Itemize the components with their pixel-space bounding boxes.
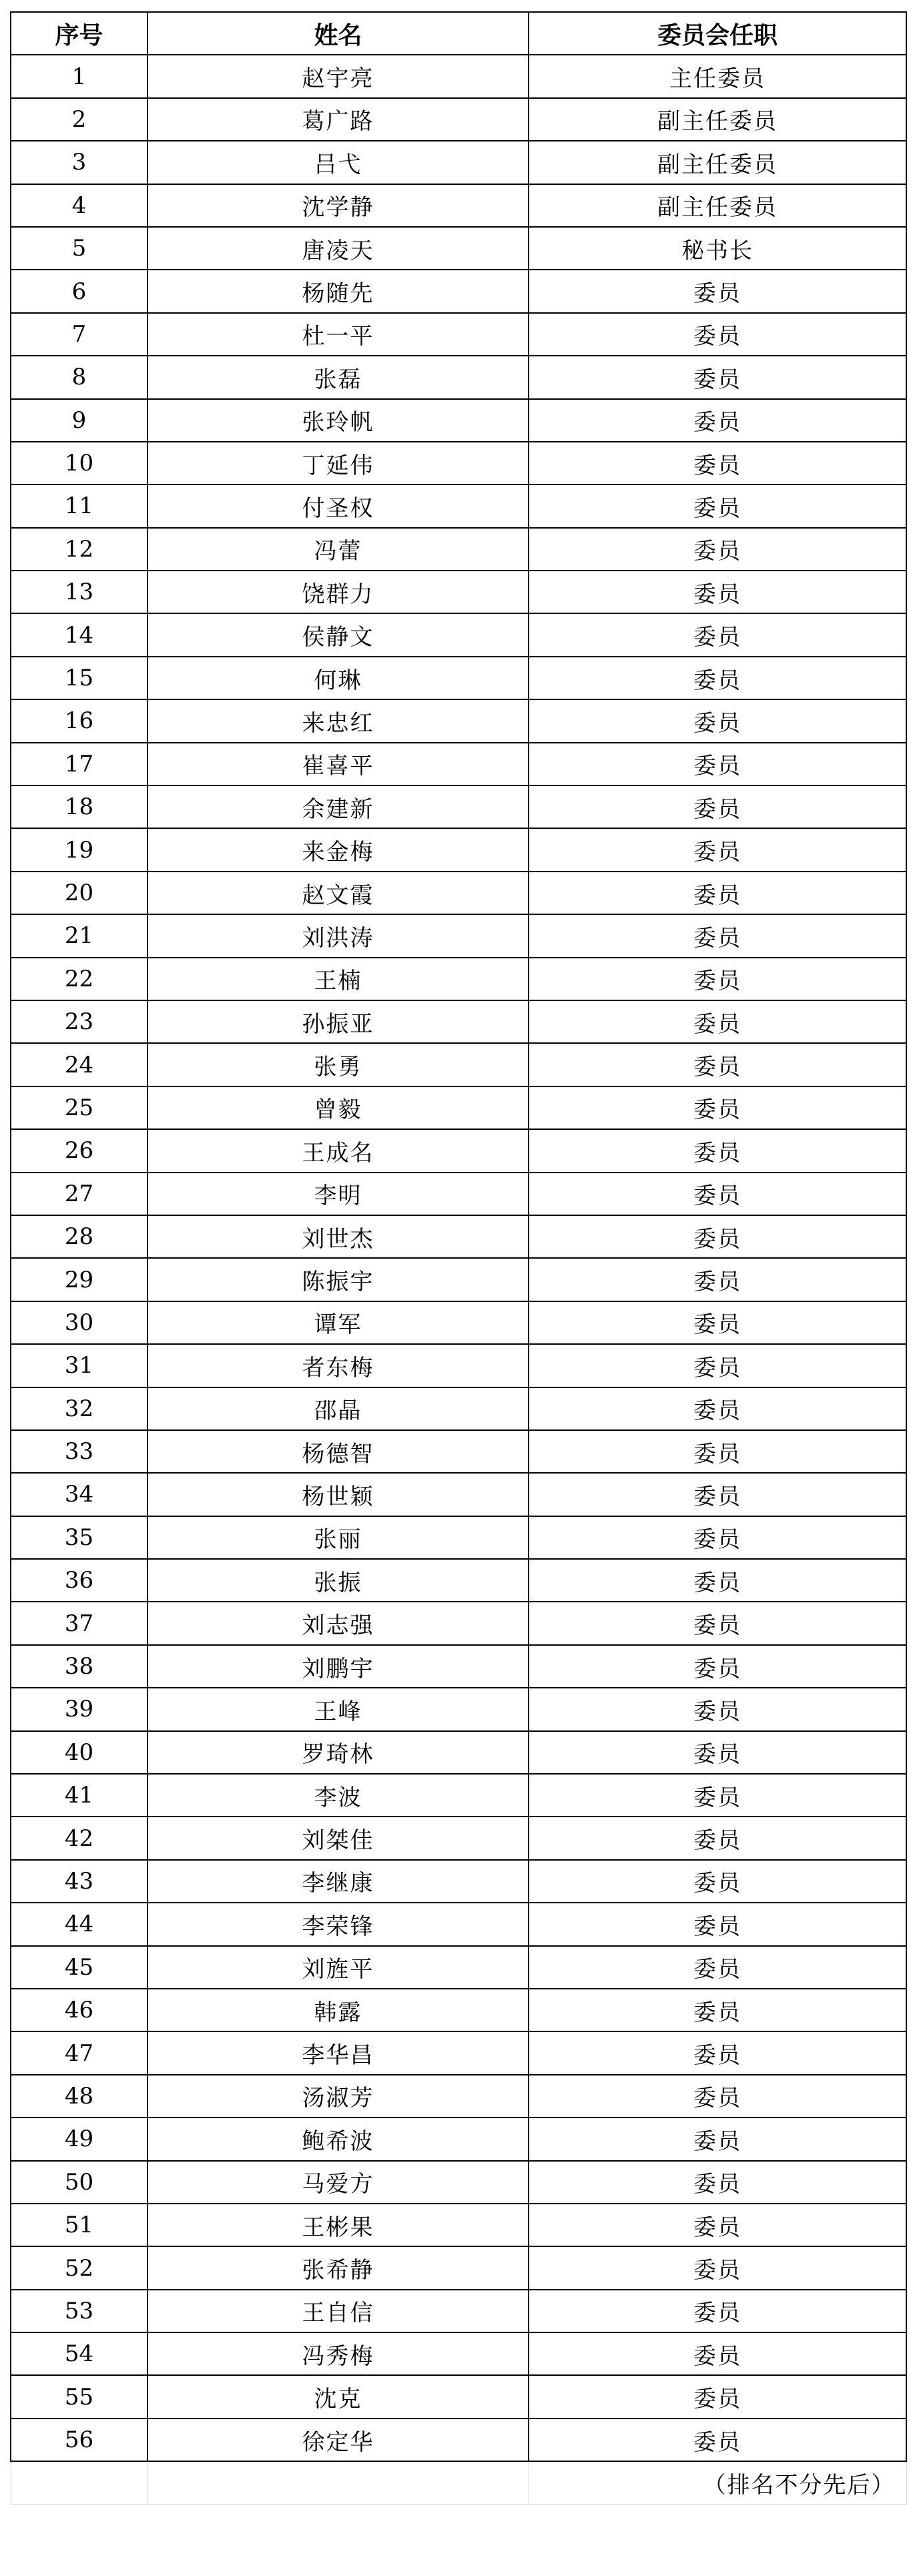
row-index: 46	[11, 1989, 147, 2031]
row-index: 36	[11, 1559, 147, 1602]
row-index: 11	[11, 485, 147, 527]
row-index: 12	[11, 528, 147, 571]
row-role: 委员	[529, 613, 906, 656]
header-name: 姓名	[147, 12, 529, 55]
row-index: 5	[11, 227, 147, 270]
table-row	[11, 2118, 906, 2160]
table-row	[11, 1043, 906, 1086]
row-index: 52	[11, 2246, 147, 2289]
row-index: 26	[11, 1129, 147, 1172]
row-index: 56	[11, 2419, 147, 2461]
row-index: 7	[11, 313, 147, 356]
row-role: 委员	[529, 2075, 906, 2118]
row-index: 2	[11, 98, 147, 141]
table-row	[11, 270, 906, 312]
row-role: 委员	[529, 1946, 906, 1989]
row-name: 冯秀梅	[147, 2332, 529, 2375]
note-cell-empty-2	[147, 2461, 529, 2504]
table-row	[11, 2375, 906, 2418]
table-row	[11, 1989, 906, 2031]
table-body	[11, 55, 906, 2461]
row-name: 杨德智	[147, 1430, 529, 1473]
row-name: 付圣权	[147, 485, 529, 527]
row-name: 刘志强	[147, 1602, 529, 1644]
table-row	[11, 571, 906, 613]
row-role: 委员	[529, 1258, 906, 1301]
row-role: 委员	[529, 914, 906, 957]
row-role: 委员	[529, 828, 906, 871]
row-role: 委员	[529, 1430, 906, 1473]
table-row	[11, 1430, 906, 1473]
row-index: 1	[11, 55, 147, 97]
table-row	[11, 1688, 906, 1730]
row-index: 20	[11, 872, 147, 914]
row-name: 饶群力	[147, 571, 529, 613]
row-index: 4	[11, 184, 147, 227]
table-row	[11, 528, 906, 571]
row-role: 委员	[529, 958, 906, 1000]
row-name: 刘世杰	[147, 1215, 529, 1258]
row-name: 赵宇亮	[147, 55, 529, 97]
row-index: 29	[11, 1258, 147, 1301]
table-row	[11, 2332, 906, 2375]
row-role: 委员	[529, 872, 906, 914]
row-name: 张磊	[147, 356, 529, 398]
row-index: 34	[11, 1473, 147, 1516]
table-row	[11, 1344, 906, 1387]
row-name: 来金梅	[147, 828, 529, 871]
row-role: 委员	[529, 1173, 906, 1215]
header-index: 序号	[11, 12, 147, 55]
row-role: 委员	[529, 1731, 906, 1774]
row-name: 沈学静	[147, 184, 529, 227]
table-row	[11, 1645, 906, 1688]
table-row	[11, 2290, 906, 2332]
row-index: 8	[11, 356, 147, 398]
row-role: 委员	[529, 1000, 906, 1043]
row-index: 51	[11, 2204, 147, 2246]
table-row	[11, 1559, 906, 1602]
row-index: 50	[11, 2161, 147, 2204]
ranking-note: （排名不分先后）	[529, 2461, 906, 2504]
row-role: 委员	[529, 657, 906, 699]
row-role: 委员	[529, 1516, 906, 1559]
table-row	[11, 399, 906, 442]
table-row	[11, 2075, 906, 2118]
row-index: 55	[11, 2375, 147, 2418]
row-role: 主任委员	[529, 55, 906, 97]
row-role: 委员	[529, 356, 906, 398]
row-role: 秘书长	[529, 227, 906, 270]
row-index: 18	[11, 785, 147, 828]
table-row	[11, 184, 906, 227]
row-role: 委员	[529, 2419, 906, 2461]
row-name: 邵晶	[147, 1387, 529, 1430]
row-index: 35	[11, 1516, 147, 1559]
row-role: 副主任委员	[529, 184, 906, 227]
row-name: 张玲帆	[147, 399, 529, 442]
table-row	[11, 914, 906, 957]
row-name: 侯静文	[147, 613, 529, 656]
row-role: 委员	[529, 1301, 906, 1344]
table-row	[11, 872, 906, 914]
row-role: 委员	[529, 1043, 906, 1086]
table-row	[11, 657, 906, 699]
row-role: 委员	[529, 1559, 906, 1602]
table-row	[11, 1903, 906, 1945]
row-index: 27	[11, 1173, 147, 1215]
row-name: 张丽	[147, 1516, 529, 1559]
row-index: 10	[11, 442, 147, 485]
row-name: 鲍希波	[147, 2118, 529, 2160]
row-name: 刘鹏宇	[147, 1645, 529, 1688]
row-name: 韩露	[147, 1989, 529, 2031]
row-index: 37	[11, 1602, 147, 1644]
row-role: 委员	[529, 1774, 906, 1817]
row-name: 李继康	[147, 1860, 529, 1903]
table-row	[11, 2204, 906, 2246]
row-index: 25	[11, 1086, 147, 1129]
table-row	[11, 1215, 906, 1258]
row-index: 14	[11, 613, 147, 656]
row-name: 王自信	[147, 2290, 529, 2332]
table-row	[11, 356, 906, 398]
row-index: 41	[11, 1774, 147, 1817]
row-name: 余建新	[147, 785, 529, 828]
row-name: 张勇	[147, 1043, 529, 1086]
row-name: 唐凌天	[147, 227, 529, 270]
row-name: 李华昌	[147, 2031, 529, 2074]
row-name: 陈振宇	[147, 1258, 529, 1301]
row-name: 马爱方	[147, 2161, 529, 2204]
row-role: 委员	[529, 313, 906, 356]
row-name: 冯蕾	[147, 528, 529, 571]
row-role: 委员	[529, 442, 906, 485]
row-role: 委员	[529, 1129, 906, 1172]
table-row	[11, 828, 906, 871]
table-row	[11, 2419, 906, 2461]
row-role: 委员	[529, 1817, 906, 1859]
row-role: 委员	[529, 1860, 906, 1903]
row-name: 葛广路	[147, 98, 529, 141]
row-index: 40	[11, 1731, 147, 1774]
row-role: 委员	[529, 2332, 906, 2375]
header-role: 委员会任职	[529, 12, 906, 55]
table-row	[11, 313, 906, 356]
row-index: 15	[11, 657, 147, 699]
row-index: 42	[11, 1817, 147, 1859]
table-row	[11, 1387, 906, 1430]
row-name: 赵文霞	[147, 872, 529, 914]
row-index: 53	[11, 2290, 147, 2332]
table-header-row	[11, 12, 906, 55]
row-name: 吕弋	[147, 141, 529, 184]
table-row	[11, 1731, 906, 1774]
row-name: 张希静	[147, 2246, 529, 2289]
row-role: 委员	[529, 2118, 906, 2160]
row-name: 杜一平	[147, 313, 529, 356]
row-index: 47	[11, 2031, 147, 2074]
table-row	[11, 1258, 906, 1301]
row-name: 李明	[147, 1173, 529, 1215]
row-index: 45	[11, 1946, 147, 1989]
row-role: 委员	[529, 1903, 906, 1945]
row-role: 委员	[529, 1645, 906, 1688]
row-role: 副主任委员	[529, 141, 906, 184]
row-role: 委员	[529, 2375, 906, 2418]
row-role: 委员	[529, 785, 906, 828]
table-row	[11, 2246, 906, 2289]
row-role: 委员	[529, 2031, 906, 2074]
row-role: 委员	[529, 2246, 906, 2289]
row-role: 委员	[529, 1473, 906, 1516]
table-row	[11, 1516, 906, 1559]
row-role: 委员	[529, 2161, 906, 2204]
row-name: 刘洪涛	[147, 914, 529, 957]
row-name: 张振	[147, 1559, 529, 1602]
row-index: 16	[11, 699, 147, 742]
row-name: 王成名	[147, 1129, 529, 1172]
row-role: 委员	[529, 1344, 906, 1387]
row-index: 30	[11, 1301, 147, 1344]
row-name: 丁延伟	[147, 442, 529, 485]
row-name: 来忠红	[147, 699, 529, 742]
row-name: 孙振亚	[147, 1000, 529, 1043]
row-name: 谭军	[147, 1301, 529, 1344]
row-role: 委员	[529, 2204, 906, 2246]
note-row	[11, 2461, 906, 2504]
row-index: 38	[11, 1645, 147, 1688]
row-index: 23	[11, 1000, 147, 1043]
table-row	[11, 141, 906, 184]
row-index: 31	[11, 1344, 147, 1387]
row-index: 32	[11, 1387, 147, 1430]
table-row	[11, 1860, 906, 1903]
row-role: 委员	[529, 1989, 906, 2031]
table-row	[11, 699, 906, 742]
row-index: 39	[11, 1688, 147, 1730]
table-row	[11, 1000, 906, 1043]
row-role: 委员	[529, 1602, 906, 1644]
row-index: 28	[11, 1215, 147, 1258]
row-index: 19	[11, 828, 147, 871]
row-index: 9	[11, 399, 147, 442]
table-row	[11, 2161, 906, 2204]
row-name: 沈克	[147, 2375, 529, 2418]
table-row	[11, 785, 906, 828]
table-row	[11, 613, 906, 656]
row-index: 6	[11, 270, 147, 312]
row-role: 委员	[529, 1387, 906, 1430]
row-role: 委员	[529, 485, 906, 527]
row-role: 委员	[529, 528, 906, 571]
row-role: 委员	[529, 270, 906, 312]
row-role: 委员	[529, 1688, 906, 1730]
row-index: 49	[11, 2118, 147, 2160]
row-name: 崔喜平	[147, 743, 529, 785]
row-role: 委员	[529, 699, 906, 742]
table-row	[11, 1817, 906, 1859]
row-index: 21	[11, 914, 147, 957]
row-name: 曾毅	[147, 1086, 529, 1129]
row-index: 33	[11, 1430, 147, 1473]
row-name: 王彬果	[147, 2204, 529, 2246]
row-name: 李荣锋	[147, 1903, 529, 1945]
row-index: 17	[11, 743, 147, 785]
row-name: 汤淑芳	[147, 2075, 529, 2118]
row-index: 43	[11, 1860, 147, 1903]
row-role: 委员	[529, 743, 906, 785]
table-row	[11, 55, 906, 97]
table-row	[11, 958, 906, 1000]
row-name: 王楠	[147, 958, 529, 1000]
row-role: 委员	[529, 399, 906, 442]
table-row	[11, 98, 906, 141]
row-name: 杨随先	[147, 270, 529, 312]
table-row	[11, 1602, 906, 1644]
row-index: 22	[11, 958, 147, 1000]
table-row	[11, 227, 906, 270]
row-role: 副主任委员	[529, 98, 906, 141]
row-name: 杨世颖	[147, 1473, 529, 1516]
row-index: 13	[11, 571, 147, 613]
row-name: 者东梅	[147, 1344, 529, 1387]
row-index: 44	[11, 1903, 147, 1945]
row-name: 李波	[147, 1774, 529, 1817]
row-index: 3	[11, 141, 147, 184]
table-row	[11, 1946, 906, 1989]
table-row	[11, 1473, 906, 1516]
table-row	[11, 1086, 906, 1129]
table-row	[11, 442, 906, 485]
table-row	[11, 2031, 906, 2074]
row-index: 48	[11, 2075, 147, 2118]
table-row	[11, 1301, 906, 1344]
row-name: 刘桀佳	[147, 1817, 529, 1859]
row-role: 委员	[529, 571, 906, 613]
row-name: 何琳	[147, 657, 529, 699]
row-name: 王峰	[147, 1688, 529, 1730]
table-row	[11, 1774, 906, 1817]
row-name: 罗琦林	[147, 1731, 529, 1774]
table-row	[11, 1129, 906, 1172]
note-cell-empty-1	[11, 2461, 147, 2504]
table-row	[11, 485, 906, 527]
table-row	[11, 1173, 906, 1215]
row-name: 刘旌平	[147, 1946, 529, 1989]
row-role: 委员	[529, 1086, 906, 1129]
table-row	[11, 743, 906, 785]
row-index: 54	[11, 2332, 147, 2375]
committee-member-table	[10, 11, 907, 2505]
member-table-container	[10, 11, 906, 2505]
row-role: 委员	[529, 1215, 906, 1258]
row-name: 徐定华	[147, 2419, 529, 2461]
row-role: 委员	[529, 2290, 906, 2332]
row-index: 24	[11, 1043, 147, 1086]
